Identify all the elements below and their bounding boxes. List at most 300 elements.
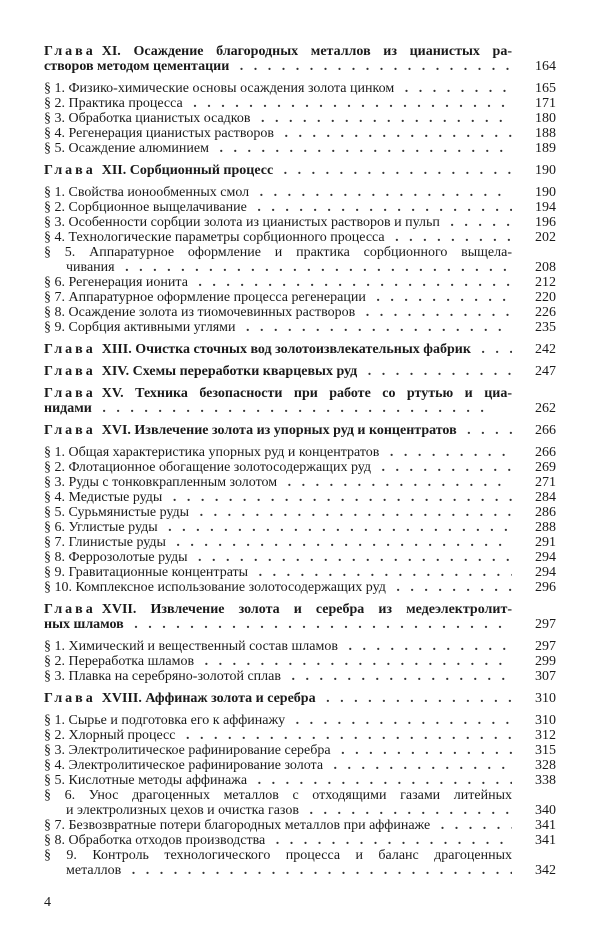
toc-line (44, 505, 512, 520)
toc-line (44, 320, 512, 335)
toc-number: § 9. (44, 320, 69, 335)
toc-title (44, 505, 189, 520)
toc-number: § 1. (44, 81, 69, 96)
toc-text: Плавка на серебряно-золотой сплав (68, 669, 281, 684)
toc-number: § 2. (44, 654, 69, 669)
toc-section (44, 320, 556, 335)
chapter-word: Глава (44, 163, 96, 178)
toc-line (44, 475, 512, 490)
dot-leader (265, 833, 512, 848)
dot-leader (338, 639, 512, 654)
toc-page-number: 262 (535, 401, 556, 416)
toc-title (44, 475, 277, 490)
toc-number: § 3. (44, 111, 69, 126)
toc-line (44, 141, 512, 156)
dot-leader (249, 185, 512, 200)
toc-title (44, 833, 265, 848)
toc-text: Электролитическое рафинирование золота (68, 758, 324, 773)
toc-text: Химический и вещественный состав шламов (68, 639, 338, 654)
toc-text: Технологические параметры сорбционного процесса (68, 230, 385, 245)
toc-section (44, 565, 556, 580)
toc-line (44, 386, 512, 401)
chapter-word: Глава (44, 386, 96, 401)
toc-text: Гравитационные концентраты (68, 565, 249, 580)
toc-number: § 2. (44, 200, 69, 215)
toc-section (44, 848, 556, 878)
dot-leader (471, 342, 512, 357)
toc-text: Общая характеристика упорных руд и концентратов (68, 445, 380, 460)
toc-line (44, 401, 512, 416)
toc-title (66, 803, 299, 818)
toc-title (44, 230, 385, 245)
toc-text: Сорбция активными углями (68, 320, 236, 335)
dot-leader (331, 743, 512, 758)
toc-line (44, 490, 512, 505)
toc-number: § 3. (44, 669, 69, 684)
toc-page-number: 342 (535, 863, 556, 878)
dot-leader (440, 215, 512, 230)
toc-number: § 7. (44, 535, 69, 550)
toc-line (44, 550, 512, 565)
toc-number: § 9. (44, 565, 69, 580)
toc-text: Унос драгоценных металлов с отходящими газами литейных (88, 788, 512, 803)
toc-number: § 5. (44, 141, 69, 156)
toc-line (44, 773, 512, 788)
toc-text: Сырье и подготовка его к аффинажу (68, 713, 286, 728)
toc-line (44, 803, 512, 818)
toc-number: § 10. (44, 580, 76, 595)
toc-number: XVII. (101, 602, 151, 617)
toc-line (44, 728, 512, 743)
toc-page-number: 288 (535, 520, 556, 535)
toc-chapter (44, 423, 556, 438)
toc-chapter (44, 44, 556, 74)
toc-number: XVI. (101, 423, 135, 438)
dot-leader (386, 580, 512, 595)
toc-line (44, 44, 512, 59)
toc-page-number: 164 (535, 59, 556, 74)
dot-leader (162, 490, 512, 505)
toc-title (44, 602, 512, 617)
toc-number: § 2. (44, 460, 69, 475)
dot-leader (371, 460, 512, 475)
toc-page-number: 212 (535, 275, 556, 290)
toc-number: § 7. (44, 290, 69, 305)
toc-page-number: 188 (535, 126, 556, 141)
dot-leader (188, 550, 512, 565)
toc-text: Практика процесса (68, 96, 183, 111)
dot-leader (183, 96, 512, 111)
toc-number: § 6. (44, 520, 69, 535)
toc-chapter (44, 691, 556, 706)
toc-section (44, 445, 556, 460)
toc-number: § 4. (44, 230, 69, 245)
toc-chapter (44, 602, 556, 632)
toc-chapter (44, 342, 556, 357)
toc-line (44, 602, 512, 617)
chapter-word: Глава (44, 364, 96, 379)
toc-title (44, 743, 331, 758)
dot-leader (273, 163, 512, 178)
toc-text: Осаждение благородных металлов из цианистых ра- (133, 44, 512, 59)
toc-text: Медистые руды (68, 490, 163, 505)
toc-title (44, 565, 248, 580)
toc-page-number: 247 (535, 364, 556, 379)
toc-section (44, 126, 556, 141)
toc-section (44, 81, 556, 96)
toc-line (44, 423, 512, 438)
toc-page-number: 299 (535, 654, 556, 669)
dot-leader (175, 728, 512, 743)
toc-text: Феррозолотые руды (68, 550, 188, 565)
toc-page-number: 297 (535, 617, 556, 632)
toc-title (44, 580, 386, 595)
toc-section (44, 520, 556, 535)
dot-leader (323, 758, 512, 773)
toc-section (44, 290, 556, 305)
toc-number: § 8. (44, 550, 69, 565)
toc-number: XI. (101, 44, 134, 59)
toc-text: Свойства ионообменных смол (68, 185, 250, 200)
toc-title (44, 96, 183, 111)
toc-text: Регенерация ионита (68, 275, 188, 290)
dot-leader (394, 81, 512, 96)
toc-title (44, 305, 355, 320)
toc-number: § 7. (44, 818, 69, 833)
dot-leader (355, 305, 512, 320)
toc-title (44, 460, 371, 475)
toc-text: Контроль технологического процесса и баланс драгоценных (92, 848, 513, 863)
toc-line (44, 275, 512, 290)
chapter-word: Глава (44, 342, 96, 357)
toc-title (44, 275, 188, 290)
toc-line (44, 818, 512, 833)
toc-line (44, 863, 512, 878)
toc-title (44, 423, 457, 438)
toc-number: § 2. (44, 96, 69, 111)
toc-page-number: 242 (535, 342, 556, 357)
toc-page-number: 269 (535, 460, 556, 475)
toc-title (44, 200, 247, 215)
toc-text: Электролитическое рафинирование серебра (68, 743, 331, 758)
toc-number: § 5. (44, 505, 69, 520)
toc-title (44, 445, 379, 460)
toc-number: § 1. (44, 445, 69, 460)
toc-page-number: 271 (535, 475, 556, 490)
toc-section (44, 728, 556, 743)
toc-page-number: 284 (535, 490, 556, 505)
toc-text: Сорбционный процесс (129, 163, 274, 178)
toc-page-number: 171 (535, 96, 556, 111)
toc-title (44, 617, 124, 632)
dot-leader (316, 691, 512, 706)
toc-section (44, 669, 556, 684)
toc-number: § 1. (44, 713, 69, 728)
toc-number: § 6. (44, 275, 69, 290)
toc-section (44, 788, 556, 818)
toc-line (44, 669, 512, 684)
toc-line (44, 535, 512, 550)
toc-page-number: 297 (535, 639, 556, 654)
toc-text: Регенерация цианистых растворов (68, 126, 275, 141)
chapter-word: Глава (44, 423, 96, 438)
toc-section (44, 141, 556, 156)
toc-title (44, 185, 249, 200)
toc-text: ных шламов (44, 617, 124, 632)
toc-page-number: 266 (535, 423, 556, 438)
toc-text: чивания (66, 260, 115, 275)
toc-section (44, 758, 556, 773)
toc-number: § 9. (44, 848, 93, 863)
dot-leader (251, 111, 513, 126)
toc-section (44, 535, 556, 550)
chapter-word: Глава (44, 602, 96, 617)
dot-leader (236, 320, 513, 335)
toc-page-number: 226 (535, 305, 556, 320)
toc-text: Техника безопасности при работе со ртутью и циа- (135, 386, 512, 401)
toc-title (44, 691, 316, 706)
toc-page-number: 341 (535, 818, 556, 833)
toc-text: Осаждение алюминием (68, 141, 209, 156)
table-of-contents (44, 44, 556, 878)
toc-text: Аффинаж золота и серебра (145, 691, 316, 706)
toc-title (44, 126, 274, 141)
toc-title (44, 320, 236, 335)
toc-page-number: 294 (535, 565, 556, 580)
toc-page-number: 208 (535, 260, 556, 275)
toc-line (44, 445, 512, 460)
toc-text: Схемы переработки кварцевых руд (132, 364, 358, 379)
toc-page-number: 338 (535, 773, 556, 788)
toc-number: § 1. (44, 185, 69, 200)
dot-leader (124, 617, 512, 632)
dot-leader (281, 669, 512, 684)
toc-title (44, 550, 188, 565)
toc-line (44, 520, 512, 535)
toc-page-number: 196 (535, 215, 556, 230)
dot-leader (430, 818, 512, 833)
toc-line (44, 230, 512, 245)
toc-title (44, 490, 162, 505)
toc-line (44, 126, 512, 141)
toc-title (44, 215, 440, 230)
toc-section (44, 111, 556, 126)
chapter-word: Глава (44, 44, 96, 59)
dot-leader (366, 290, 512, 305)
toc-text: Очистка сточных вод золотоизвлекательных фабрик (135, 342, 471, 357)
toc-text: Безвозвратные потери благородных металлов при аффинаже (68, 818, 431, 833)
toc-number: § 1. (44, 639, 69, 654)
toc-line (44, 580, 512, 595)
toc-text: Физико-химические основы осаждения золота цинком (68, 81, 395, 96)
toc-title (44, 59, 229, 74)
toc-line (44, 460, 512, 475)
chapter-word: Глава (44, 691, 96, 706)
dot-leader (166, 535, 512, 550)
toc-page-number: 307 (535, 669, 556, 684)
toc-chapter (44, 364, 556, 379)
toc-line (44, 260, 512, 275)
toc-page-number: 189 (535, 141, 556, 156)
toc-title (44, 386, 512, 401)
toc-title (44, 758, 323, 773)
toc-section (44, 475, 556, 490)
toc-page-number: 202 (535, 230, 556, 245)
toc-page-number: 341 (535, 833, 556, 848)
toc-line (44, 654, 512, 669)
toc-title (44, 342, 471, 357)
toc-line (44, 364, 512, 379)
toc-page-number: 315 (535, 743, 556, 758)
toc-text: Флотационное обогащение золотосодержащих руд (68, 460, 372, 475)
toc-text: створов методом цементации (44, 59, 230, 74)
toc-line (44, 96, 512, 111)
dot-leader (229, 59, 512, 74)
toc-page-number: 340 (535, 803, 556, 818)
dot-leader (115, 260, 512, 275)
toc-line (44, 81, 512, 96)
toc-line (44, 788, 512, 803)
toc-title (44, 535, 166, 550)
toc-title (44, 111, 251, 126)
toc-title (44, 639, 338, 654)
toc-text: Углистые руды (68, 520, 158, 535)
toc-section (44, 773, 556, 788)
toc-page-number: 194 (535, 200, 556, 215)
toc-text: Аппаратурное оформление процесса регенерации (68, 290, 366, 305)
toc-title (44, 290, 366, 305)
toc-title (66, 863, 121, 878)
toc-line (44, 305, 512, 320)
toc-page-number: 286 (535, 505, 556, 520)
toc-line (44, 200, 512, 215)
toc-text: Сурьмянистые руды (68, 505, 190, 520)
dot-leader (357, 364, 512, 379)
toc-section (44, 185, 556, 200)
dot-leader (247, 773, 512, 788)
toc-page-number: 294 (535, 550, 556, 565)
toc-text: нидами (44, 401, 92, 416)
toc-section (44, 550, 556, 565)
toc-line (44, 743, 512, 758)
toc-number: § 4. (44, 126, 69, 141)
toc-title (44, 141, 209, 156)
toc-section (44, 713, 556, 728)
toc-number: § 8. (44, 833, 69, 848)
dot-leader (121, 863, 512, 878)
toc-text: металлов (66, 863, 122, 878)
toc-number: XIII. (101, 342, 136, 357)
dot-leader (299, 803, 512, 818)
toc-page-number: 220 (535, 290, 556, 305)
toc-title (44, 364, 357, 379)
toc-section (44, 275, 556, 290)
toc-section (44, 200, 556, 215)
toc-chapter (44, 386, 556, 416)
toc-text: Сорбционное выщелачивание (68, 200, 247, 215)
toc-text: Кислотные методы аффинажа (68, 773, 248, 788)
page-number: 4 (44, 895, 51, 910)
dot-leader (158, 520, 512, 535)
toc-title (44, 818, 430, 833)
toc-section (44, 833, 556, 848)
toc-text: Обработка цианистых осадков (68, 111, 251, 126)
toc-number: § 5. (44, 245, 90, 260)
toc-title (44, 788, 512, 803)
toc-section (44, 639, 556, 654)
toc-text: Комплексное использование золотосодержащих руд (75, 580, 386, 595)
toc-line (44, 848, 512, 863)
toc-page-number: 180 (535, 111, 556, 126)
toc-section (44, 230, 556, 245)
toc-page-number: 190 (535, 185, 556, 200)
toc-number: XIV. (101, 364, 133, 379)
toc-section (44, 818, 556, 833)
toc-section (44, 96, 556, 111)
dot-leader (194, 654, 512, 669)
toc-page-number: 296 (535, 580, 556, 595)
toc-number: § 4. (44, 758, 69, 773)
toc-line (44, 713, 512, 728)
toc-number: § 5. (44, 773, 69, 788)
toc-line (44, 565, 512, 580)
toc-title (44, 713, 285, 728)
dot-leader (92, 401, 512, 416)
toc-title (44, 401, 92, 416)
toc-title (44, 245, 512, 260)
toc-line (44, 59, 512, 74)
toc-line (44, 290, 512, 305)
toc-number: § 3. (44, 475, 69, 490)
dot-leader (189, 505, 512, 520)
toc-text: Осаждение золота из тиомочевинных растворов (68, 305, 356, 320)
toc-title (44, 520, 158, 535)
toc-text: Обработка отходов производства (68, 833, 266, 848)
toc-page-number: 235 (535, 320, 556, 335)
toc-title (44, 773, 247, 788)
dot-leader (248, 565, 512, 580)
toc-title (44, 44, 512, 59)
toc-line (44, 833, 512, 848)
toc-line (44, 617, 512, 632)
toc-page-number: 190 (535, 163, 556, 178)
toc-title (44, 848, 512, 863)
toc-section (44, 505, 556, 520)
toc-section (44, 490, 556, 505)
toc-number: XV. (101, 386, 136, 401)
toc-text: Хлорный процесс (68, 728, 176, 743)
toc-page-number: 291 (535, 535, 556, 550)
toc-text: и электролизных цехов и очистка газов (66, 803, 299, 818)
toc-number: § 4. (44, 490, 69, 505)
toc-text: Извлечение золота из упорных руд и концентратов (134, 423, 457, 438)
toc-line (44, 185, 512, 200)
toc-title (44, 669, 281, 684)
dot-leader (457, 423, 512, 438)
toc-text: Особенности сорбции золота из цианистых растворов и пульп (68, 215, 440, 230)
toc-section (44, 580, 556, 595)
toc-title (44, 81, 394, 96)
toc-section (44, 245, 556, 275)
toc-title (44, 163, 273, 178)
toc-line (44, 758, 512, 773)
toc-text: Глинистые руды (68, 535, 166, 550)
toc-section (44, 215, 556, 230)
toc-text: Аппаратурное оформление и практика сорбционного выщела- (89, 245, 513, 260)
toc-number: XII. (101, 163, 130, 178)
toc-page-number: 310 (535, 713, 556, 728)
toc-title (44, 728, 175, 743)
